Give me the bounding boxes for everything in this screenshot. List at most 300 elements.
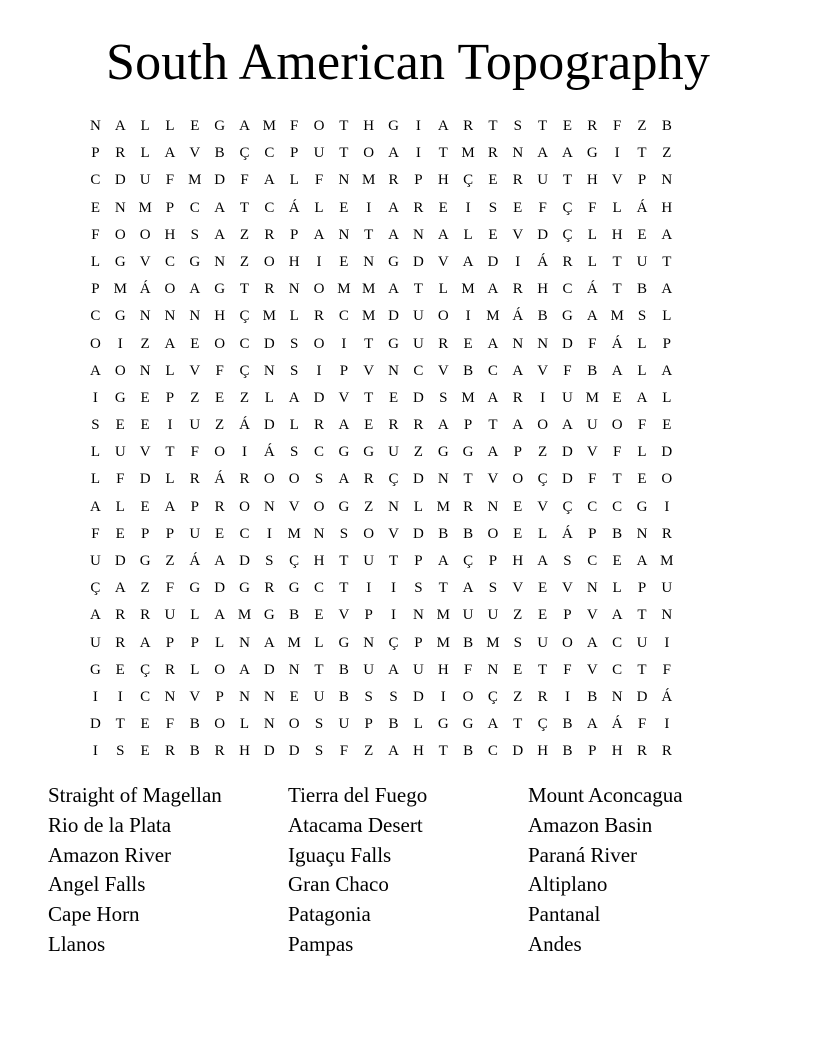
grid-letter: N — [661, 607, 673, 624]
grid-letter: Ç — [562, 226, 573, 243]
grid-letter: A — [586, 308, 598, 325]
grid-letter: M — [362, 281, 376, 298]
grid-letter: P — [588, 525, 597, 542]
grid-letter: H — [537, 281, 549, 298]
grid-letter: I — [341, 335, 347, 352]
grid-letter: F — [240, 172, 249, 189]
grid-letter: F — [637, 417, 647, 434]
grid-letter: R — [512, 281, 523, 298]
grid-letter: N — [512, 335, 524, 352]
grid-letter: P — [190, 634, 199, 651]
word-list-item: Straight of Magellan — [48, 783, 222, 807]
word-list-item: Atacama Desert — [288, 812, 423, 837]
grid-letter: N — [90, 118, 101, 134]
grid-letter: S — [389, 688, 398, 705]
grid-letter: S — [637, 308, 647, 325]
grid-letter: L — [662, 308, 672, 325]
grid-letter: O — [214, 716, 226, 733]
grid-letter: I — [92, 743, 98, 760]
grid-letter: T — [339, 553, 349, 569]
grid-letter: S — [265, 553, 274, 569]
grid-letter: P — [588, 743, 597, 760]
grid-row — [83, 385, 735, 412]
grid-letter: M — [113, 281, 127, 298]
grid-letter: D — [214, 172, 226, 189]
grid-letter: D — [263, 417, 275, 434]
grid-letter: E — [90, 199, 100, 216]
grid-letter: I — [316, 253, 322, 270]
grid-letter: D — [412, 253, 424, 270]
grid-letter: O — [313, 498, 325, 515]
word-list-item: Tierra del Fuego — [288, 783, 428, 807]
grid-letter: T — [562, 172, 573, 189]
word-list-item: Amazon Basin — [528, 812, 653, 837]
grid-letter: H — [313, 553, 325, 569]
grid-letter: R — [388, 417, 399, 434]
grid-letter: G — [462, 716, 474, 733]
grid-letter: U — [636, 634, 648, 651]
grid-letter: F — [588, 199, 597, 216]
grid-letter: V — [512, 226, 524, 243]
grid-letter: P — [165, 199, 175, 216]
grid-letter: Ç — [239, 362, 250, 379]
grid-letter: M — [461, 145, 475, 162]
grid-letter: T — [364, 226, 374, 243]
grid-letter: C — [140, 688, 151, 705]
grid-letter: E — [513, 498, 523, 515]
grid-letter: V — [586, 444, 598, 461]
grid-letter: Á — [139, 281, 151, 298]
grid-letter: L — [289, 308, 299, 325]
grid-letter: Á — [288, 199, 300, 216]
grid-letter: M — [237, 607, 252, 624]
grid-letter: L — [239, 716, 250, 733]
grid-letter: E — [538, 607, 548, 624]
grid-letter: E — [513, 661, 523, 678]
grid-letter: U — [462, 607, 474, 624]
grid-letter: O — [263, 253, 275, 270]
grid-letter: I — [266, 525, 272, 542]
grid-letter: A — [487, 716, 499, 733]
grid-letter: T — [488, 118, 498, 134]
grid-letter: G — [586, 145, 598, 162]
grid-letter: A — [661, 362, 673, 379]
grid-letter: O — [562, 634, 573, 651]
grid-letter: D — [114, 553, 126, 569]
grid-letter: H — [586, 172, 598, 189]
grid-letter: O — [462, 688, 474, 705]
letter-grid — [83, 113, 735, 766]
grid-letter: T — [612, 281, 622, 298]
grid-letter: T — [637, 145, 647, 162]
grid-letter: Á — [512, 308, 524, 325]
grid-letter: G — [388, 118, 399, 134]
grid-letter: B — [388, 716, 399, 733]
grid-letter: V — [189, 362, 201, 379]
grid-letter: G — [562, 308, 573, 325]
grid-letter: L — [413, 498, 423, 515]
grid-letter: G — [388, 253, 399, 270]
grid-letter: R — [562, 253, 573, 270]
grid-letter: O — [114, 226, 126, 243]
grid-letter: S — [414, 580, 423, 597]
grid-row — [83, 167, 735, 194]
grid-letter: A — [661, 281, 673, 298]
grid-letter: D — [537, 226, 549, 243]
grid-letter: F — [165, 172, 175, 189]
grid-letter: O — [512, 471, 524, 488]
grid-letter: O — [214, 444, 226, 461]
grid-letter: S — [563, 553, 572, 569]
grid-letter: L — [538, 525, 548, 542]
grid-letter: F — [190, 444, 199, 461]
grid-letter: I — [415, 145, 421, 162]
grid-letter: N — [636, 525, 648, 542]
grid-letter: T — [165, 444, 175, 461]
grid-letter: Á — [214, 471, 226, 488]
grid-letter: L — [314, 634, 324, 651]
grid-letter: Z — [239, 226, 250, 243]
grid-letter: C — [612, 661, 623, 678]
grid-letter: P — [91, 281, 100, 298]
grid-letter: A — [437, 118, 449, 134]
grid-letter: A — [214, 199, 226, 216]
grid-letter: Z — [140, 335, 150, 352]
grid-letter: R — [140, 607, 151, 624]
grid-letter: A — [214, 553, 226, 569]
grid-letter: E — [513, 199, 523, 216]
grid-letter: Á — [189, 553, 201, 569]
grid-letter: N — [437, 471, 449, 488]
grid-letter: D — [412, 525, 424, 542]
grid-letter: F — [662, 661, 671, 678]
grid-letter: T — [388, 553, 399, 569]
grid-letter: N — [611, 688, 623, 705]
word-column — [288, 781, 528, 960]
grid-letter: T — [239, 199, 250, 216]
grid-letter: G — [288, 580, 300, 597]
grid-letter: I — [515, 253, 521, 270]
grid-letter: Z — [190, 389, 200, 406]
grid-letter: Ç — [289, 553, 300, 569]
grid-row — [83, 195, 735, 222]
grid-letter: C — [264, 145, 275, 162]
grid-letter: R — [264, 281, 275, 298]
grid-letter: A — [611, 607, 623, 624]
grid-letter: P — [513, 444, 522, 461]
grid-letter: D — [562, 471, 573, 488]
grid-letter: I — [316, 362, 322, 379]
grid-letter: O — [139, 226, 151, 243]
grid-letter: C — [587, 553, 598, 569]
grid-letter: M — [436, 607, 450, 624]
grid-letter: U — [661, 580, 673, 597]
grid-letter: B — [214, 145, 225, 162]
grid-letter: E — [612, 389, 622, 406]
grid-letter: N — [239, 688, 250, 705]
grid-letter: L — [90, 253, 100, 270]
grid-letter: V — [487, 471, 499, 488]
grid-letter: U — [586, 417, 598, 434]
grid-letter: E — [339, 199, 349, 216]
grid-letter: R — [587, 118, 598, 134]
puzzle-title: South American Topography — [105, 34, 711, 91]
grid-letter: P — [91, 145, 100, 162]
grid-letter: G — [338, 634, 350, 651]
grid-letter: C — [562, 281, 573, 298]
grid-letter: R — [512, 389, 523, 406]
grid-letter: Á — [611, 716, 623, 733]
grid-letter: I — [117, 335, 123, 352]
grid-letter: O — [90, 335, 101, 352]
grid-letter: M — [287, 525, 301, 542]
grid-letter: C — [264, 199, 275, 216]
grid-letter: P — [563, 607, 572, 624]
grid-letter: Z — [239, 389, 250, 406]
grid-letter: T — [339, 580, 349, 597]
grid-letter: T — [413, 281, 423, 298]
grid-letter: O — [214, 335, 226, 352]
grid-letter: S — [314, 743, 324, 760]
grid-letter: Z — [215, 417, 225, 434]
grid-letter: S — [488, 580, 498, 597]
grid-letter: E — [364, 417, 374, 434]
grid-letter: Ç — [463, 553, 474, 569]
grid-letter: D — [263, 661, 275, 678]
grid-letter: M — [262, 118, 276, 134]
grid-letter: P — [662, 335, 671, 352]
grid-letter: Z — [637, 118, 647, 134]
grid-letter: N — [388, 362, 399, 379]
grid-letter: O — [661, 471, 673, 488]
grid-letter: E — [115, 661, 125, 678]
grid-letter: A — [537, 145, 549, 162]
grid-letter: Z — [364, 743, 374, 760]
grid-letter: T — [115, 716, 125, 733]
word-list-item: Cape Horn — [48, 902, 140, 927]
grid-letter: N — [263, 716, 275, 733]
grid-letter: A — [586, 716, 598, 733]
grid-letter: E — [438, 199, 448, 216]
grid-letter: A — [139, 634, 151, 651]
grid-letter: G — [114, 308, 126, 325]
grid-letter: S — [290, 444, 299, 461]
grid-letter: D — [562, 444, 573, 461]
grid-letter: B — [463, 634, 474, 651]
grid-letter: R — [661, 743, 672, 760]
grid-letter: U — [114, 444, 126, 461]
grid-letter: H — [611, 226, 623, 243]
grid-letter: L — [413, 716, 423, 733]
grid-letter: V — [437, 362, 449, 379]
grid-letter: F — [91, 226, 100, 243]
grid-letter: L — [438, 281, 448, 298]
grid-letter: R — [413, 417, 424, 434]
grid-letter: P — [165, 389, 175, 406]
grid-letter: T — [463, 471, 473, 488]
grid-letter: S — [314, 716, 324, 733]
grid-letter: A — [661, 226, 673, 243]
grid-letter: L — [289, 417, 299, 434]
grid-letter: A — [114, 118, 126, 134]
grid-letter: A — [214, 226, 226, 243]
grid-letter: S — [439, 389, 448, 406]
grid-letter: B — [189, 743, 200, 760]
grid-letter: M — [660, 553, 674, 569]
grid-letter: D — [512, 743, 524, 760]
grid-letter: D — [114, 172, 126, 189]
grid-letter: B — [338, 661, 349, 678]
grid-letter: T — [662, 253, 672, 270]
grid-letter: E — [538, 580, 548, 597]
grid-letter: N — [388, 498, 399, 515]
grid-letter: D — [214, 580, 226, 597]
grid-letter: D — [562, 335, 573, 352]
grid-letter: U — [164, 607, 176, 624]
grid-letter: N — [139, 362, 151, 379]
grid-letter: V — [338, 607, 350, 624]
grid-letter: C — [314, 444, 325, 461]
grid-letter: I — [664, 634, 670, 651]
grid-letter: E — [140, 389, 150, 406]
grid-letter: O — [214, 661, 226, 678]
grid-letter: H — [537, 743, 549, 760]
grid-letter: Á — [239, 417, 250, 434]
grid-letter: E — [140, 743, 150, 760]
grid-letter: U — [338, 716, 350, 733]
grid-letter: P — [414, 553, 423, 569]
grid-letter: G — [363, 444, 375, 461]
grid-letter: G — [214, 281, 226, 298]
grid-letter: G — [437, 444, 449, 461]
grid-letter: P — [364, 607, 373, 624]
grid-letter: A — [388, 226, 399, 243]
grid-letter: B — [587, 362, 598, 379]
grid-letter: S — [314, 471, 324, 488]
grid-letter: L — [463, 226, 473, 243]
grid-letter: U — [363, 553, 375, 569]
grid-letter: D — [661, 444, 673, 461]
grid-letter: A — [164, 335, 176, 352]
grid-letter: F — [463, 661, 473, 678]
word-list-item: Paraná River — [528, 842, 638, 867]
grid-letter: E — [612, 553, 622, 569]
grid-letter: R — [164, 743, 175, 760]
grid-row — [83, 303, 735, 330]
grid-letter: U — [537, 634, 549, 651]
grid-letter: N — [139, 308, 151, 325]
grid-letter: L — [215, 634, 225, 651]
grid-letter: P — [290, 226, 299, 243]
grid-letter: G — [239, 580, 250, 597]
grid-letter: M — [610, 308, 624, 325]
grid-letter: E — [463, 335, 473, 352]
grid-letter: N — [263, 362, 275, 379]
grid-letter: M — [486, 634, 500, 651]
grid-letter: D — [313, 389, 325, 406]
grid-letter: C — [487, 362, 498, 379]
grid-letter: Á — [537, 253, 549, 270]
grid-letter: R — [115, 145, 126, 162]
grid-letter: V — [288, 498, 300, 515]
grid-letter: R — [413, 199, 424, 216]
grid-letter: H — [661, 199, 673, 216]
grid-letter: B — [661, 118, 672, 134]
grid-letter: N — [363, 253, 375, 270]
grid-letter: D — [636, 688, 648, 705]
grid-letter: I — [614, 145, 620, 162]
grid-letter: P — [215, 688, 224, 705]
grid-letter: E — [488, 226, 498, 243]
grid-letter: O — [263, 471, 275, 488]
grid-letter: T — [438, 580, 448, 597]
grid-letter: G — [437, 716, 449, 733]
grid-letter: I — [415, 118, 421, 134]
grid-letter: L — [90, 471, 100, 488]
grid-letter: N — [263, 498, 275, 515]
grid-letter: L — [190, 661, 200, 678]
grid-letter: A — [512, 417, 524, 434]
grid-letter: R — [512, 172, 523, 189]
grid-letter: M — [436, 634, 450, 651]
grid-letter: D — [487, 253, 499, 270]
word-list-item: Andes — [528, 931, 582, 956]
grid-letter: U — [313, 688, 325, 705]
grid-row — [83, 249, 735, 276]
grid-letter: A — [462, 253, 474, 270]
grid-letter: R — [438, 335, 449, 352]
grid-letter: S — [190, 226, 199, 243]
grid-letter: A — [239, 661, 250, 678]
grid-letter: L — [165, 362, 175, 379]
grid-letter: F — [612, 444, 622, 461]
grid-letter: O — [437, 308, 449, 325]
grid-letter: E — [339, 253, 349, 270]
grid-letter: H — [437, 172, 449, 189]
grid-letter: A — [388, 281, 399, 298]
grid-letter: O — [288, 471, 300, 488]
grid-letter: E — [388, 389, 399, 406]
grid-letter: E — [488, 172, 498, 189]
grid-letter: R — [314, 417, 325, 434]
grid-letter: Ç — [90, 580, 101, 597]
grid-letter: O — [487, 525, 499, 542]
grid-letter: A — [388, 743, 399, 760]
grid-letter: Z — [140, 580, 150, 597]
grid-letter: R — [164, 661, 175, 678]
grid-letter: T — [364, 335, 374, 352]
grid-letter: A — [239, 118, 250, 134]
grid-letter: M — [188, 172, 202, 189]
grid-letter: S — [488, 199, 498, 216]
grid-letter: B — [338, 688, 349, 705]
grid-letter: I — [540, 389, 546, 406]
grid-letter: A — [388, 661, 399, 678]
grid-letter: V — [338, 389, 350, 406]
grid-letter: A — [388, 199, 399, 216]
grid-letter: I — [366, 199, 372, 216]
word-list-item: Rio de la Plata — [48, 812, 172, 837]
grid-letter: A — [388, 145, 399, 162]
grid-letter: O — [239, 498, 250, 515]
grid-letter: I — [92, 688, 98, 705]
grid-letter: V — [189, 688, 201, 705]
grid-letter: M — [461, 281, 475, 298]
grid-letter: B — [189, 716, 200, 733]
grid-letter: E — [215, 389, 225, 406]
grid-letter: T — [612, 253, 622, 270]
grid-letter: C — [413, 362, 424, 379]
